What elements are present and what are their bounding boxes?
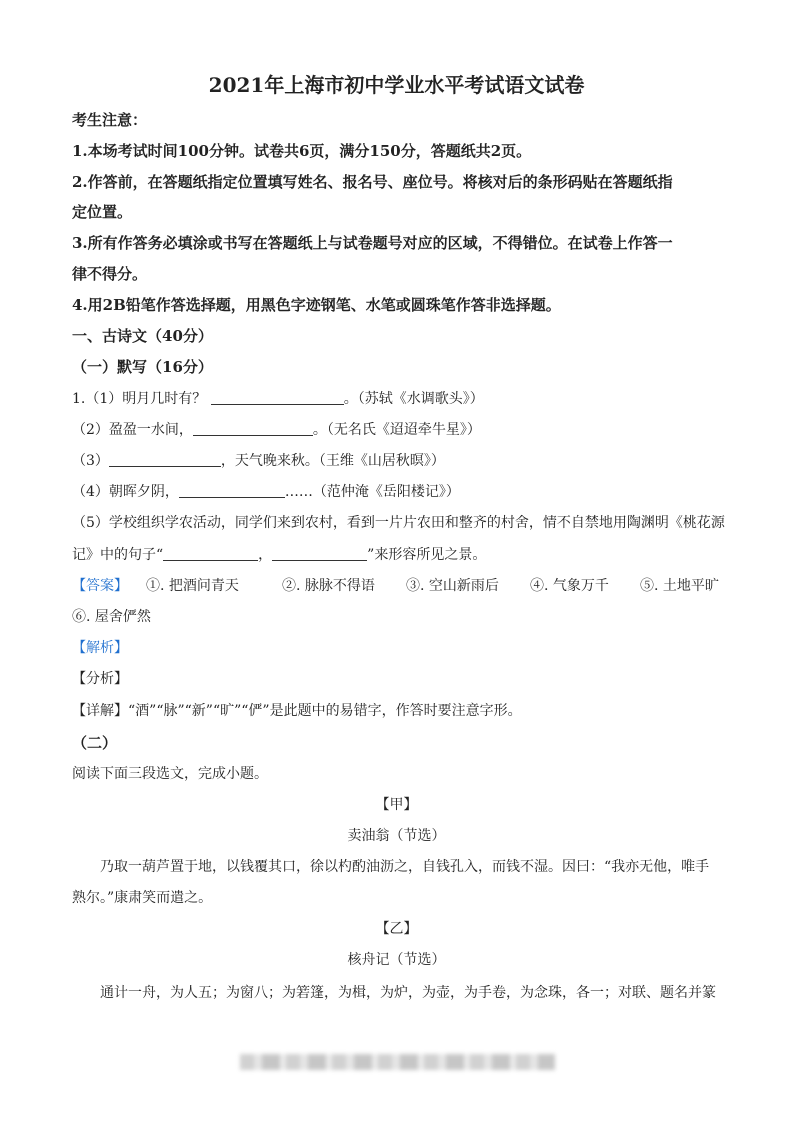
notice-item: 4.用2B铅笔作答选择题，用黑色字迹钢笔、水笔或圆珠笔作答非选择题。 bbox=[72, 296, 561, 314]
analysis-heading: 【分析】 bbox=[72, 671, 128, 687]
answer-item: ②. 脉脉不得语 bbox=[282, 578, 375, 594]
notice-item: 1.本场考试时间100分钟。试卷共6页，满分150分，答题纸共2页。 bbox=[72, 142, 532, 160]
analysis-label: 【解析】 bbox=[72, 640, 128, 656]
answer-blank[interactable] bbox=[193, 421, 313, 436]
passage-label: 【乙】 bbox=[375, 921, 418, 937]
question-text: ， bbox=[258, 547, 273, 563]
passage-title: 卖油翁（节选） bbox=[347, 828, 446, 844]
answer-blank[interactable] bbox=[109, 452, 221, 467]
notice-item: 2.作答前，在答题纸指定位置填写姓名、报名号、座位号。将核对后的条形码贴在答题纸指 bbox=[72, 173, 673, 191]
answer-blank[interactable] bbox=[163, 546, 258, 561]
question-text: 1.（1）明月几时有？ bbox=[72, 391, 207, 407]
answer-item: ⑤. 土地平旷 bbox=[640, 578, 719, 594]
answer-blank[interactable] bbox=[211, 390, 344, 405]
page-title: 2021年上海市初中学业水平考试语文试卷 bbox=[208, 73, 585, 97]
answer-item: ④. 气象万千 bbox=[530, 578, 609, 594]
question-text: ”来形容所见之景。 bbox=[367, 547, 487, 563]
answer-item: ①. 把酒问青天 bbox=[146, 578, 239, 594]
question-text: （2）盈盈一水间， bbox=[72, 422, 193, 438]
question-1-4 bbox=[72, 482, 460, 502]
reading-intro: 阅读下面三段选文，完成小题。 bbox=[72, 766, 268, 782]
question-text: 记》中的句子“ bbox=[72, 547, 164, 563]
notice-item: 律不得分。 bbox=[72, 265, 148, 283]
question-1-2 bbox=[72, 420, 481, 440]
notice-item: 3.所有作答务必填涂或书写在答题纸上与试卷题号对应的区域，不得错位。在试卷上作答一 bbox=[72, 234, 673, 252]
passage-label: 【甲】 bbox=[375, 797, 418, 813]
question-1-5-cont bbox=[72, 545, 486, 565]
passage-text: 通计一舟，为人五；为窗八；为箬篷，为楫，为炉，为壶，为手卷，为念珠，各一；对联、题名并篆 bbox=[100, 985, 716, 1001]
answer-blank[interactable] bbox=[179, 483, 285, 498]
section-heading: （二） bbox=[72, 734, 118, 752]
answer-blank[interactable] bbox=[272, 546, 367, 561]
question-1-3 bbox=[72, 451, 445, 471]
notice-heading: 考生注意： bbox=[72, 111, 148, 129]
subsection-heading: （一）默写（16分） bbox=[72, 358, 213, 376]
passage-text: 乃取一葫芦置于地，以钱覆其口，徐以杓酌油沥之，自钱孔入，而钱不湿。因曰：“我亦无他，唯手 bbox=[100, 859, 710, 875]
blurred-watermark bbox=[240, 1054, 555, 1070]
question-text: 。（无名氏《迢迢牵牛星》） bbox=[312, 422, 481, 438]
passage-text: 熟尔。”康肃笑而遣之。 bbox=[72, 890, 213, 906]
question-1-5: （5）学校组织学农活动，同学们来到农村，看到一片片农田和整齐的村舍，情不自禁地用陶渊明《桃花源 bbox=[72, 515, 725, 531]
section-heading: 一、古诗文（40分） bbox=[72, 327, 213, 345]
notice-item: 定位置。 bbox=[72, 203, 133, 221]
question-text: ……（范仲淹《岳阳楼记》） bbox=[284, 484, 460, 500]
question-1-1 bbox=[72, 389, 484, 409]
question-text: 。（苏轼《水调歌头》） bbox=[343, 391, 484, 407]
question-text: （4）朝晖夕阴， bbox=[72, 484, 179, 500]
question-text: ，天气晚来秋。（王维《山居秋暝》） bbox=[220, 453, 445, 469]
answer-label: 【答案】 bbox=[72, 578, 128, 594]
answer-item: ③. 空山新雨后 bbox=[406, 578, 499, 594]
passage-title: 核舟记（节选） bbox=[347, 952, 446, 968]
detail-text: 【详解】“酒”“脉”“新”“旷”“俨”是此题中的易错字，作答时要注意字形。 bbox=[72, 703, 522, 719]
answer-item: ⑥. 屋舍俨然 bbox=[72, 609, 151, 625]
question-text: （3） bbox=[72, 453, 109, 469]
